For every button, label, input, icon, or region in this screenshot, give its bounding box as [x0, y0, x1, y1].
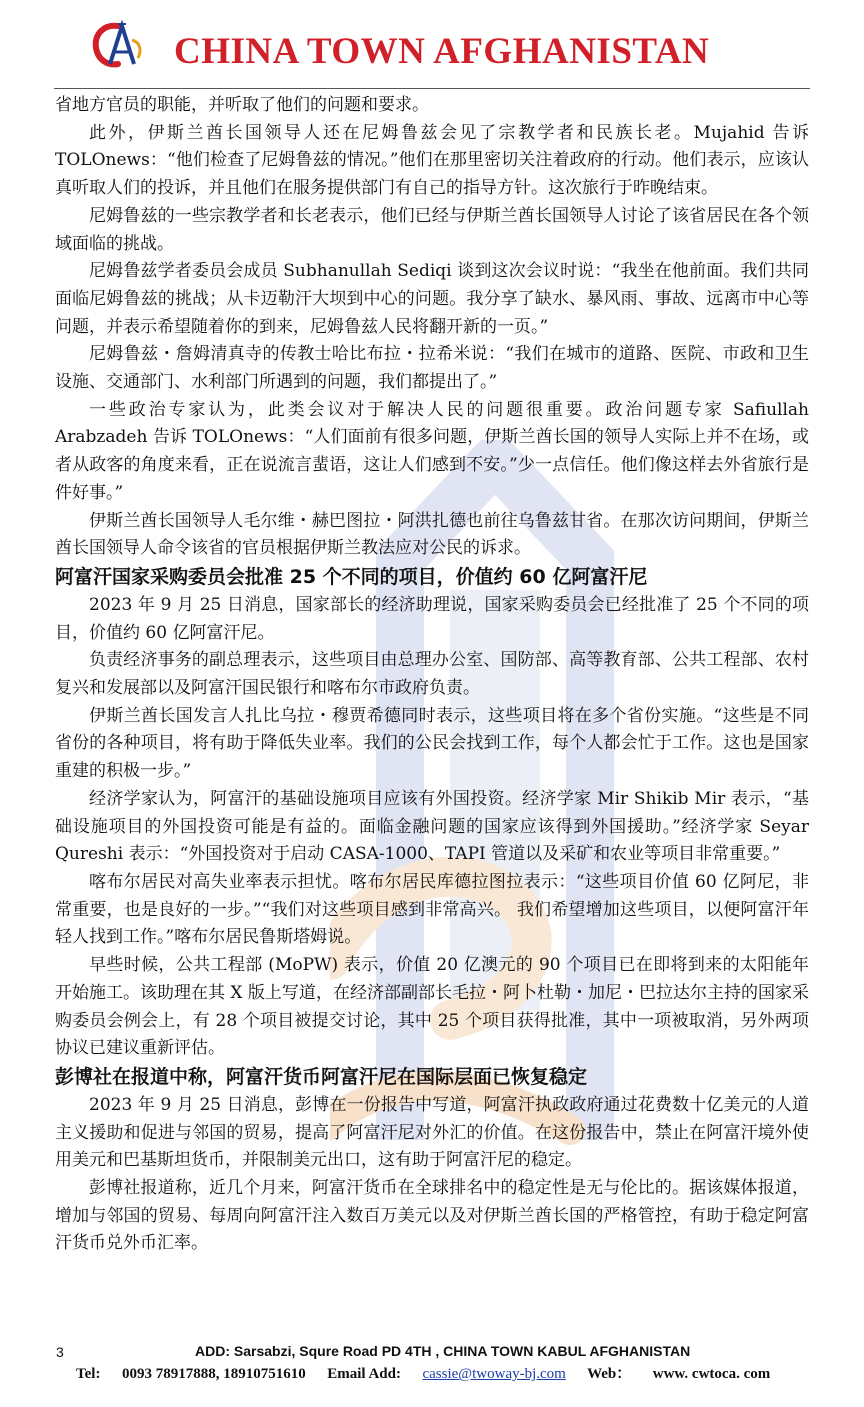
web-label: Web：	[587, 1366, 632, 1382]
paragraph: 彭博社报道称，近几个月来，阿富汗货币在全球排名中的稳定性是无与伦比的。据该媒体报道，增加与邻国的贸易、每周向阿富汗注入数百万美元以及对伊斯兰酋长国的严格管控，有助于稳定阿富汗货币兑外币汇率。	[55, 1178, 809, 1254]
article-body	[55, 92, 809, 1258]
paragraph: 尼姆鲁兹・詹姆清真寺的传教士哈比布拉・拉希米说：“我们在城市的道路、医院、市政和卫生设施、交通部门、水利部门所遇到的问题，我们都提出了。”	[55, 344, 809, 393]
brand-title: CHINA TOWN AFGHANISTAN	[174, 31, 710, 72]
email-link[interactable]: cassie@twoway-bj.com	[422, 1366, 566, 1382]
header-divider	[54, 88, 810, 89]
paragraph: 喀布尔居民对高失业率表示担忧。喀布尔居民库德拉图拉表示：“这些项目价值 60 亿阿尼，非常重要，也是良好的一步。”“我们对这些项目感到非常高兴。 我们希望增加这些项目，以便阿富汗年轻人找到工作。”喀布尔居民鲁斯塔姆说。	[55, 871, 809, 948]
paragraph: 2023 年 9 月 25 日消息，国家部长的经济助理说，国家采购委员会已经批准了 25 个不同的项目，价值约 60 亿阿富汗尼。	[55, 594, 809, 643]
paragraph: 伊斯兰酋长国领导人毛尔维・赫巴图拉・阿洪扎德也前往乌鲁兹甘省。在那次访问期间，伊斯兰酋长国领导人命令该省的官员根据伊斯兰教法应对公民的诉求。	[55, 510, 809, 559]
page-number: 3	[56, 1344, 64, 1360]
paragraph: 早些时候，公共工程部 (MoPW) 表示，价值 20 亿澳元的 90 个项目已在即将到来的太阳能年开始施工。该助理在其 X 版上写道，在经济部副部长毛拉・阿卜杜勒・加尼・巴拉达尔主持的国家采购委员会例会上，有 28 个项目被提交讨论，其中 25 个项目获得批准，其中一项被取消，另外两项协议已建议重新评估。	[55, 955, 809, 1059]
email-label: Email Add:	[327, 1366, 401, 1382]
paragraph: 2023 年 9 月 25 日消息，彭博在一份报告中写道，阿富汗执政政府通过花费数十亿美元的人道主义援助和促进与邻国的贸易，提高了阿富汗尼对外汇的价值。在这份报告中，禁止在阿富汗境外使用美元和巴基斯坦货币，并限制美元出口，这有助于阿富汗尼的稳定。	[55, 1094, 809, 1171]
page-footer	[0, 1336, 864, 1406]
paragraph: 伊斯兰酋长国发言人扎比乌拉・穆贾希德同时表示，这些项目将在多个省份实施。“这些是不同省份的各种项目，将有助于降低失业率。我们的公民会找到工作，每个人都会忙于工作。这也是国家重建的积极一步。”	[55, 705, 809, 782]
paragraph: 此外，伊斯兰酋长国领导人还在尼姆鲁兹会见了宗教学者和民族长老。Mujahid 告诉 TOLOnews：“他们检查了尼姆鲁兹的情况。”他们在那里密切关注着政府的行动。他们表示，应该认真听取人们的投诉，并且他们在服务提供部门有自己的指导方针。这次旅行于昨晚结束。	[55, 122, 809, 199]
tel-label: Tel:	[76, 1366, 101, 1382]
company-logo-icon	[88, 20, 148, 72]
paragraph: 一些政治专家认为，此类会议对于解决人民的问题很重要。政治问题专家 Safiullah Arabzadeh 告诉 TOLOnews：“人们面前有很多问题，伊斯兰酋长国的领导人实际上并不在场，或者从政客的角度来看，正在说流言蜚语，这让人们感到不安。”少一点信任。他们像这样去外省旅行是件好事。”	[55, 399, 809, 503]
footer-contact	[76, 1362, 770, 1383]
section-heading: 阿富汗国家采购委员会批准 25 个不同的项目，价值约 60 亿阿富汗尼	[55, 565, 648, 588]
paragraph: 尼姆鲁兹的一些宗教学者和长老表示，他们已经与伊斯兰酋长国领导人讨论了该省居民在各个领域面临的挑战。	[55, 205, 809, 254]
web-value: www. cwtoca. com	[652, 1366, 771, 1382]
paragraph: 负责经济事务的副总理表示，这些项目由总理办公室、国防部、高等教育部、公共工程部、农村复兴和发展部以及阿富汗国民银行和喀布尔市政府负责。	[55, 650, 809, 699]
paragraph: 经济学家认为，阿富汗的基础设施项目应该有外国投资。经济学家 Mir Shikib Mir 表示，“基础设施项目的外国投资可能是有益的。面临金融问题的国家应该得到外国援助。”经济学家 Seyar Qureshi 表示：“外国投资对于启动 CASA-1000、TAPI 管道以及采矿和农业等项目非常重要。”	[55, 788, 809, 865]
paragraph: 省地方官员的职能，并听取了他们的问题和要求。	[55, 95, 429, 115]
paragraph: 尼姆鲁兹学者委员会成员 Subhanullah Sediqi 谈到这次会议时说：“我坐在他前面。我们共同面临尼姆鲁兹的挑战；从卡迈勒汗大坝到中心的问题。我分享了缺水、暴风雨、事故、远离市中心等问题，并表示希望随着你的到来，尼姆鲁兹人民将翻开新的一页。”	[55, 261, 809, 337]
page-header	[0, 0, 864, 92]
footer-address: ADD: Sarsabzi, Squre Road PD 4TH , CHINA TOWN KABUL AFGHANISTAN	[195, 1343, 691, 1359]
section-heading: 彭博社在报道中称，阿富汗货币阿富汗尼在国际层面已恢复稳定	[55, 1065, 588, 1088]
tel-value: 0093 78917888, 18910751610	[121, 1366, 306, 1382]
